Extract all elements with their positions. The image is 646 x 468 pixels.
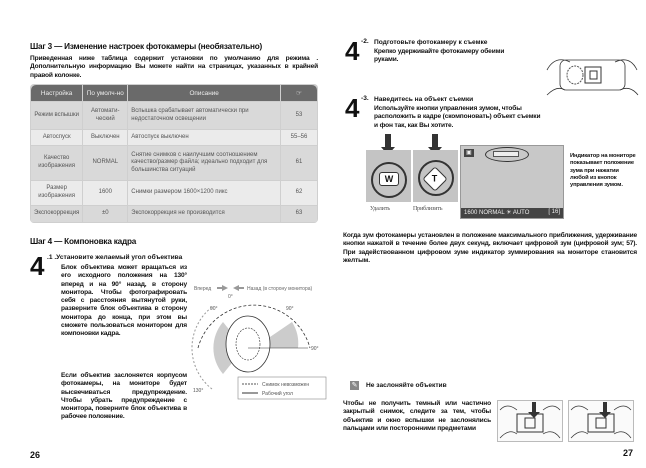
col-setting: Настройка	[31, 85, 82, 101]
lcd-monitor	[460, 145, 564, 219]
cell-setting: Экспокоррекция	[31, 206, 82, 222]
col-page-ref: ☞	[281, 85, 317, 101]
table-row	[31, 102, 317, 129]
page-number-left: 26	[30, 450, 41, 460]
step-4-2-sub: -2.	[361, 38, 369, 45]
cell-default: NORMAL	[83, 146, 127, 180]
cell-default: 1600	[83, 181, 127, 205]
zoom-indicator-caption: Индикатор на мониторе показывает положение зума при нажатии любой из кнопок управления зумом.	[570, 153, 636, 189]
step4-heading: Шаг 4 — Компоновка кадра	[30, 237, 137, 246]
cell-page: 63	[281, 206, 317, 222]
cell-description: Снимки размером 1600×1200 пикс	[128, 181, 280, 205]
t-button[interactable]: T	[432, 173, 438, 184]
angle-side: 90°	[311, 346, 319, 352]
step4-sub-label: .1 .Установите желаемый угол объектива	[47, 254, 183, 261]
note-pencil-icon: ✎	[351, 382, 358, 389]
angle-90-right: 90°	[286, 306, 294, 312]
lcd-frame-count: [ 16]	[548, 209, 560, 215]
step-4-3-body: Используйте кнопки управления зумом, чтобы расположить в кадре (скомпоновать) объект съемки и фон так, как Вы хотите.	[374, 105, 541, 129]
cell-setting: Автоспуск	[31, 130, 82, 145]
col-default: По умолч-но	[83, 85, 127, 101]
step3-heading: Шаг 3 — Изменение настроек фотокамеры (необязательно)	[30, 42, 263, 51]
step3-intro: Приведенная ниже таблица содержит установки по умолчанию для режима . Дополнительную информацию Вы можете найти на страницах, указанных в крайней правой колонке.	[30, 55, 318, 79]
table-row	[31, 206, 317, 222]
cell-page: 61	[281, 146, 317, 180]
table-row	[31, 181, 317, 205]
camera-mode-icon: ▣	[466, 150, 472, 156]
diagram-forward-label: Вперед	[194, 286, 212, 292]
cell-setting: Режим вспышки	[31, 102, 82, 129]
arrow-right-icon	[233, 285, 244, 291]
step-4-2-number: 4	[345, 36, 360, 66]
col-description: Описание	[128, 85, 280, 101]
cell-description: Автоспуск выключен	[128, 130, 280, 145]
digital-zoom-text: Когда зум фотокамеры установлен в положение максимального приближения, удерживание кнопки нажатой в течение более двух секунд, включает цифровой зум (цифровой зум; 57). При задействованном цифровом зуме индикатор зуммирования на мониторе становится желтым.	[343, 232, 637, 264]
blocked-zone-right	[270, 322, 298, 348]
angle-130: 130°	[193, 388, 204, 394]
step-4-3-number: 4	[345, 93, 360, 123]
table-row	[31, 146, 317, 180]
cell-setting: Размер изображения	[31, 181, 82, 205]
zoom-wide-label: Удалить	[370, 206, 391, 212]
w-button[interactable]: W	[379, 172, 399, 186]
cell-description: Снятие снимков с наилучшим соотношением качество/размер файла; идеально подходит для большинства ситуаций	[128, 146, 280, 180]
cell-description: Экспокоррекция не производится	[128, 206, 280, 222]
settings-table	[30, 84, 318, 223]
arrow-left-icon	[217, 285, 228, 291]
step4-body: Блок объектива может вращаться из его исходного положения на 130° вперед и на 90° назад, в сторону монитора. Чтобы фотографировать себя с расстояния вытянутой руки, разверните блок объектива в сторону монитора до конца, при этом вы сможете пользоваться монитором для компоновки кадра.	[61, 264, 187, 338]
camera-outline	[226, 316, 270, 372]
table-row	[31, 130, 317, 145]
table-header-row	[31, 85, 317, 101]
camera-hands-illustration	[545, 50, 640, 100]
lcd-status-bar	[461, 208, 563, 218]
cell-default: Автомати-ческий	[83, 102, 127, 129]
diagram-back-label: Назад (в сторону монитора)	[247, 286, 313, 292]
legend-2: Рабочий угол	[262, 391, 293, 397]
lcd-status-text: 1600 NORMAL ☀ AUTO	[464, 210, 530, 216]
angle-90-left: 90°	[210, 306, 218, 312]
step-number: 4	[30, 251, 45, 281]
step-4-2-body: Крепко удерживайте фотокамеру обеими руками.	[374, 48, 505, 64]
lens-rotation-diagram	[190, 282, 328, 402]
cell-default: Выключен	[83, 130, 127, 145]
cell-page: 62	[281, 181, 317, 205]
lens-blocked-illustration-2	[568, 400, 634, 442]
step-4-2-title: Подготовьте фотокамеру к съемке	[374, 39, 488, 46]
cell-page: 55–56	[281, 130, 317, 145]
note-body: Чтобы не получить темный или частично закрытый снимок, следите за тем, чтобы объектив и окно вспышки не заслонялись пальцами или посторонними предметами	[343, 400, 491, 432]
zoom-wide-button-photo	[366, 150, 411, 202]
cell-default: ±0	[83, 206, 127, 222]
step4-body2: Если объектив заслоняется корпусом фотокамеры, на мониторе будет высвечиваться предупреждение. Чтобы убрать предупреждение с монитора, поверните блок объектива в рабочее положение.	[61, 372, 187, 421]
zoom-tele-button-photo	[413, 150, 458, 202]
diagram-zero-label: 0°	[228, 294, 233, 300]
zoom-indicator-bar	[493, 151, 519, 157]
step-4-3-title: Наведитесь на объект съемки	[374, 96, 474, 103]
legend-1: Снимок невозможен	[262, 382, 310, 388]
lens-blocked-illustration-1	[497, 400, 563, 442]
cell-page: 53	[281, 102, 317, 129]
cell-setting: Качество изображения	[31, 146, 82, 180]
note-title: Не заслоняйте объектив	[366, 382, 447, 389]
arrow-down-icon	[432, 134, 438, 148]
page-number-right: 27	[623, 448, 634, 458]
arc-dashed	[192, 307, 212, 389]
cell-description: Вспышка срабатывает автоматически при недостаточном освещении	[128, 102, 280, 129]
step-4-3-sub: -3.	[361, 95, 369, 102]
zoom-tele-label: Приблизить	[413, 206, 443, 212]
arrow-down-icon	[385, 134, 391, 148]
